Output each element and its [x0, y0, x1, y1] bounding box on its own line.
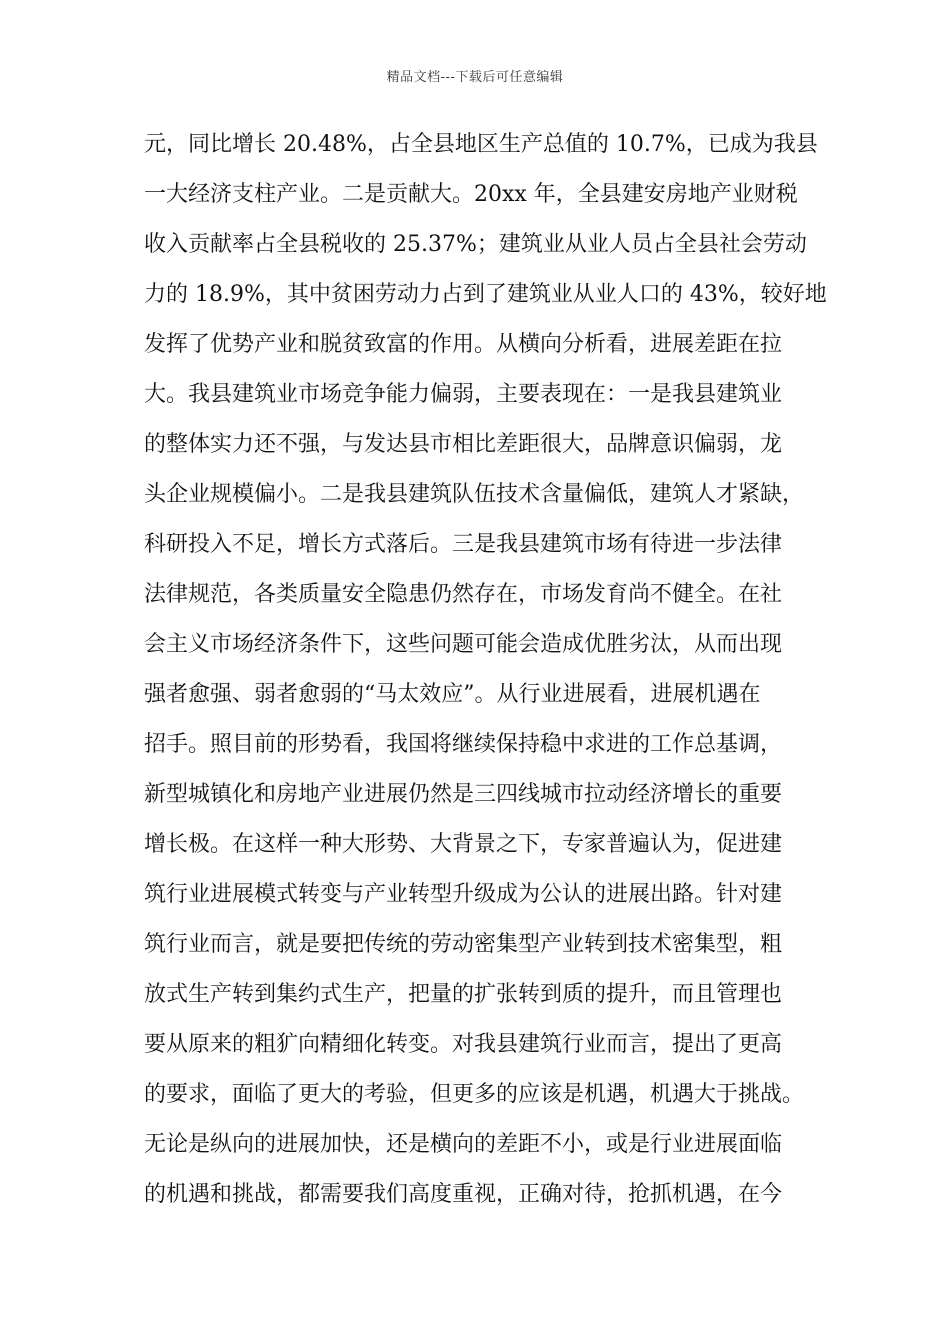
- text-line: 科研投入不足，增长方式落后。三是我县建筑市场有待进一步法律: [144, 532, 783, 557]
- text-line: 的整体实力还不强，与发达县市相比差距很大，品牌意识偏弱，龙: [144, 432, 783, 457]
- text-line: 无论是纵向的进展加快，还是横向的差距不小，或是行业进展面临: [144, 1132, 783, 1157]
- text-line: 增长极。在这样一种大形势、大背景之下，专家普遍认为，促进建: [144, 832, 783, 857]
- page-header: 精品文档---下载后可任意编辑: [386, 70, 564, 85]
- text-line: 收入贡献率占全县税收的 25.37%；建筑业从业人员占全县社会劳动: [144, 232, 807, 257]
- text-line: 的机遇和挑战，都需要我们高度重视，正确对待，抢抓机遇，在今: [144, 1182, 783, 1207]
- text-line: 新型城镇化和房地产业进展仍然是三四线城市拉动经济增长的重要: [144, 782, 783, 807]
- text-line: 大。我县建筑业市场竞争能力偏弱，主要表现在：一是我县建筑业: [144, 382, 783, 407]
- text-line: 筑行业进展模式转变与产业转型升级成为公认的进展出路。针对建: [144, 882, 783, 907]
- text-line: 力的 18.9%，其中贫困劳动力占到了建筑业从业人口的 43%，较好地: [144, 282, 827, 307]
- text-line: 的要求，面临了更大的考验，但更多的应该是机遇，机遇大于挑战。: [144, 1082, 805, 1107]
- text-line: 招手。照目前的形势看，我国将继续保持稳中求进的工作总基调，: [144, 732, 783, 757]
- text-line: 筑行业而言，就是要把传统的劳动密集型产业转到技术密集型，粗: [144, 932, 783, 957]
- text-line: 一大经济支柱产业。二是贡献大。20xx 年，全县建安房地产业财税: [144, 182, 798, 207]
- text-line: 元，同比增长 20.48%，占全县地区生产总值的 10.7%，已成为我县: [144, 132, 818, 157]
- text-line: 发挥了优势产业和脱贫致富的作用。从横向分析看，进展差距在拉: [144, 332, 783, 357]
- text-line: 放式生产转到集约式生产，把量的扩张转到质的提升，而且管理也: [144, 982, 783, 1007]
- text-line: 要从原来的粗犷向精细化转变。对我县建筑行业而言，提出了更高: [144, 1032, 783, 1057]
- text-line: 强者愈强、弱者愈弱的“马太效应”。从行业进展看，进展机遇在: [144, 682, 761, 707]
- text-line: 会主义市场经济条件下，这些问题可能会造成优胜劣汰，从而出现: [144, 632, 783, 657]
- text-line: 头企业规模偏小。二是我县建筑队伍技术含量偏低，建筑人才紧缺，: [144, 482, 805, 507]
- text-line: 法律规范，各类质量安全隐患仍然存在，市场发育尚不健全。在社: [144, 582, 783, 607]
